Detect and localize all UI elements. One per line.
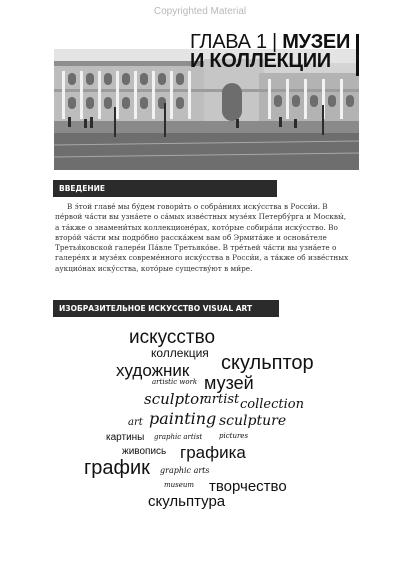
cloud-word: art — [128, 417, 143, 428]
cloud-word: скульптор — [221, 352, 314, 374]
cloud-word: коллекция — [151, 346, 209, 360]
cloud-word: graphic arts — [160, 466, 210, 475]
cloud-word: искусство — [129, 327, 216, 348]
intro-paragraph: В э́той главе́ мы бу́дем говори́ть о собра́ниях иску́сства в Росси́и. В пе́рвой ча́сти вы узна́ете о са́мых изве́стных музе́ях Петербу́рга и Москвы́, а та́кже о знамени́тых коллекционе́рах, кото́рые собира́ли иску́сство. Во второ́й ча́сти мы подро́бно расска́жем вам об Эрмита́же и основа́теле Третья́ковской галере́и Па́вле Третьяко́ве. В тре́тьей ча́сти вы узна́ете о галере́ях и музе́ях совреме́нного иску́сства в Росси́и, а та́кже об изве́стных аукцио́нах иску́сства, кото́рые существу́ют в ми́ре. — [55, 202, 349, 273]
intro-heading: ВВЕДЕНИЕ — [53, 180, 277, 197]
title-rule — [356, 34, 359, 76]
visual-art-heading: ИЗОБРАЗИТЕЛЬНОЕ ИСКУССТВО VISUAL ART — [53, 300, 279, 317]
chapter-title-collections: И КОЛЛЕКЦИИ — [190, 50, 331, 72]
chapter-title — [190, 33, 365, 71]
cloud-word: museum — [164, 481, 195, 489]
cloud-word: творчество — [209, 478, 287, 495]
cloud-word: sculpture — [219, 413, 287, 429]
cloud-word: collection — [240, 397, 304, 412]
cloud-word: живопись — [122, 446, 167, 457]
cloud-word: graphic artist — [154, 433, 203, 441]
cloud-word: музей — [204, 373, 254, 393]
cloud-word: графика — [180, 443, 246, 462]
cloud-word: painting — [149, 409, 217, 428]
cloud-word: sculptor — [144, 390, 207, 408]
cloud-word: artist — [204, 392, 240, 407]
cloud-word: скульптура — [148, 493, 226, 510]
cloud-word: картины — [106, 432, 145, 443]
cloud-word: художник — [116, 361, 190, 380]
chapter-title-number: ГЛАВА 1 | — [190, 31, 283, 53]
chapter-title-museums: МУЗЕИ — [282, 31, 351, 53]
cloud-word: artistic work — [152, 378, 198, 386]
cloud-word: график — [84, 457, 150, 479]
copyright-watermark: Copyrighted Material — [153, 6, 247, 17]
cloud-word: pictures — [219, 432, 249, 440]
